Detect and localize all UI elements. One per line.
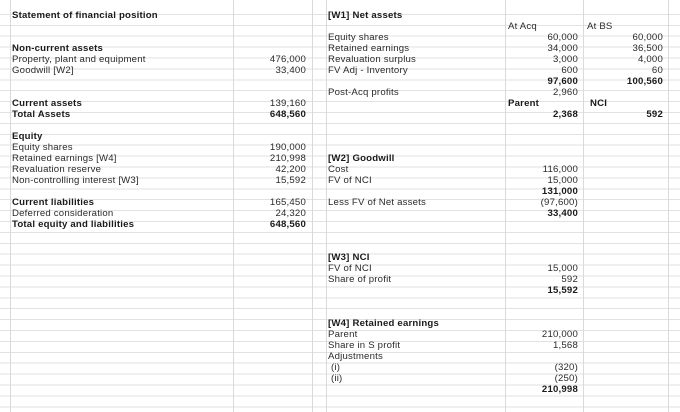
- w4-adj-i-value[interactable]: (320): [554, 362, 578, 373]
- w1-total-acq[interactable]: 97,600: [547, 76, 578, 87]
- w1-total-bs[interactable]: 100,560: [626, 76, 663, 87]
- nci-label[interactable]: Non-controlling interest [W3]: [12, 175, 139, 186]
- nci-value[interactable]: 15,592: [275, 175, 306, 186]
- w1-equity-shares-acq[interactable]: 60,000: [547, 32, 578, 43]
- w1-nci-label[interactable]: NCI: [590, 98, 608, 109]
- w3-title[interactable]: [W3] NCI: [328, 252, 370, 263]
- w1-revaluation-surplus-acq[interactable]: 3,000: [552, 54, 578, 65]
- w1-equity-shares-bs[interactable]: 60,000: [632, 32, 663, 43]
- column-divider: [10, 0, 11, 412]
- w1-post-acq-label[interactable]: Post-Acq profits: [328, 87, 399, 98]
- w1-fv-adj-label[interactable]: FV Adj - Inventory: [328, 65, 408, 76]
- w4-parent-label[interactable]: Parent: [328, 329, 358, 340]
- equity-shares-label[interactable]: Equity shares: [12, 142, 73, 153]
- current-assets-value[interactable]: 139,160: [269, 98, 306, 109]
- deferred-consideration-label[interactable]: Deferred consideration: [12, 208, 114, 219]
- column-divider: [668, 0, 669, 412]
- revaluation-reserve-label[interactable]: Revaluation reserve: [12, 164, 102, 175]
- w2-cost-label[interactable]: Cost: [328, 164, 349, 175]
- w4-total[interactable]: 210,998: [541, 384, 578, 395]
- w4-adj-ii-label[interactable]: (ii): [331, 373, 343, 384]
- column-divider: [505, 0, 506, 412]
- w2-less-fv-value[interactable]: (97,600): [540, 197, 578, 208]
- w2-cost-value[interactable]: 116,000: [542, 164, 578, 175]
- total-assets-label[interactable]: Total Assets: [12, 109, 71, 120]
- w2-title[interactable]: [W2] Goodwill: [328, 153, 395, 164]
- equity-shares-value[interactable]: 190,000: [269, 142, 306, 153]
- current-liabilities-label[interactable]: Current liabilities: [12, 197, 95, 208]
- current-assets-label[interactable]: Current assets: [12, 98, 82, 109]
- retained-earnings-value[interactable]: 210,998: [269, 153, 306, 164]
- w3-fv-nci-label[interactable]: FV of NCI: [328, 263, 372, 274]
- w1-retained-earnings-acq[interactable]: 34,000: [547, 43, 578, 54]
- w4-share-s-label[interactable]: Share in S profit: [328, 340, 401, 351]
- w3-share-profit-value[interactable]: 592: [561, 274, 578, 285]
- w1-col-at-acq[interactable]: At Acq: [508, 21, 537, 32]
- column-divider: [233, 0, 234, 412]
- w1-parent-value[interactable]: 2,368: [552, 109, 578, 120]
- deferred-consideration-value[interactable]: 24,320: [275, 208, 306, 219]
- w2-fv-nci-value[interactable]: 15,000: [547, 175, 578, 186]
- total-equity-liabilities-value[interactable]: 648,560: [269, 219, 306, 230]
- column-divider: [312, 0, 313, 412]
- w1-revaluation-surplus-bs[interactable]: 4,000: [637, 54, 663, 65]
- w1-revaluation-surplus-label[interactable]: Revaluation surplus: [328, 54, 417, 65]
- w3-total[interactable]: 15,592: [547, 285, 578, 296]
- w1-retained-earnings-bs[interactable]: 36,500: [632, 43, 663, 54]
- retained-earnings-label[interactable]: Retained earnings [W4]: [12, 153, 117, 164]
- w4-adjustments-label[interactable]: Adjustments: [328, 351, 383, 362]
- w1-retained-earnings-label[interactable]: Retained earnings: [328, 43, 410, 54]
- w2-fv-nci-label[interactable]: FV of NCI: [328, 175, 372, 186]
- w1-title[interactable]: [W1] Net assets: [328, 10, 403, 21]
- ppe-label[interactable]: Property, plant and equipment: [12, 54, 146, 65]
- column-divider: [583, 0, 584, 412]
- column-divider: [326, 0, 327, 412]
- equity-heading[interactable]: Equity: [12, 131, 43, 142]
- w3-share-profit-label[interactable]: Share of profit: [328, 274, 392, 285]
- w1-post-acq-value[interactable]: 2,960: [552, 87, 578, 98]
- w1-col-at-bs[interactable]: At BS: [587, 21, 613, 32]
- goodwill-value[interactable]: 33,400: [275, 65, 306, 76]
- total-equity-liabilities-label[interactable]: Total equity and liabilities: [12, 219, 135, 230]
- non-current-assets-heading[interactable]: Non-current assets: [12, 43, 104, 54]
- w1-nci-value[interactable]: 592: [646, 109, 663, 120]
- ppe-value[interactable]: 476,000: [269, 54, 306, 65]
- current-liabilities-value[interactable]: 165,450: [269, 197, 306, 208]
- goodwill-label[interactable]: Goodwill [W2]: [12, 65, 74, 76]
- w2-total[interactable]: 33,400: [547, 208, 578, 219]
- w2-subtotal[interactable]: 131,000: [541, 186, 578, 197]
- sofp-title[interactable]: Statement of financial position: [12, 10, 158, 21]
- revaluation-reserve-value[interactable]: 42,200: [275, 164, 306, 175]
- w2-less-fv-label[interactable]: Less FV of Net assets: [328, 197, 427, 208]
- w1-parent-label[interactable]: Parent: [508, 98, 540, 109]
- w4-adj-ii-value[interactable]: (250): [554, 373, 578, 384]
- w1-fv-adj-bs[interactable]: 60: [651, 65, 663, 76]
- w4-title[interactable]: [W4] Retained earnings: [328, 318, 440, 329]
- w3-fv-nci-value[interactable]: 15,000: [547, 263, 578, 274]
- w4-share-s-value[interactable]: 1,568: [552, 340, 578, 351]
- w4-parent-value[interactable]: 210,000: [541, 329, 578, 340]
- w4-adj-i-label[interactable]: (i): [331, 362, 341, 373]
- w1-equity-shares-label[interactable]: Equity shares: [328, 32, 389, 43]
- w1-fv-adj-acq[interactable]: 600: [561, 65, 578, 76]
- total-assets-value[interactable]: 648,560: [269, 109, 306, 120]
